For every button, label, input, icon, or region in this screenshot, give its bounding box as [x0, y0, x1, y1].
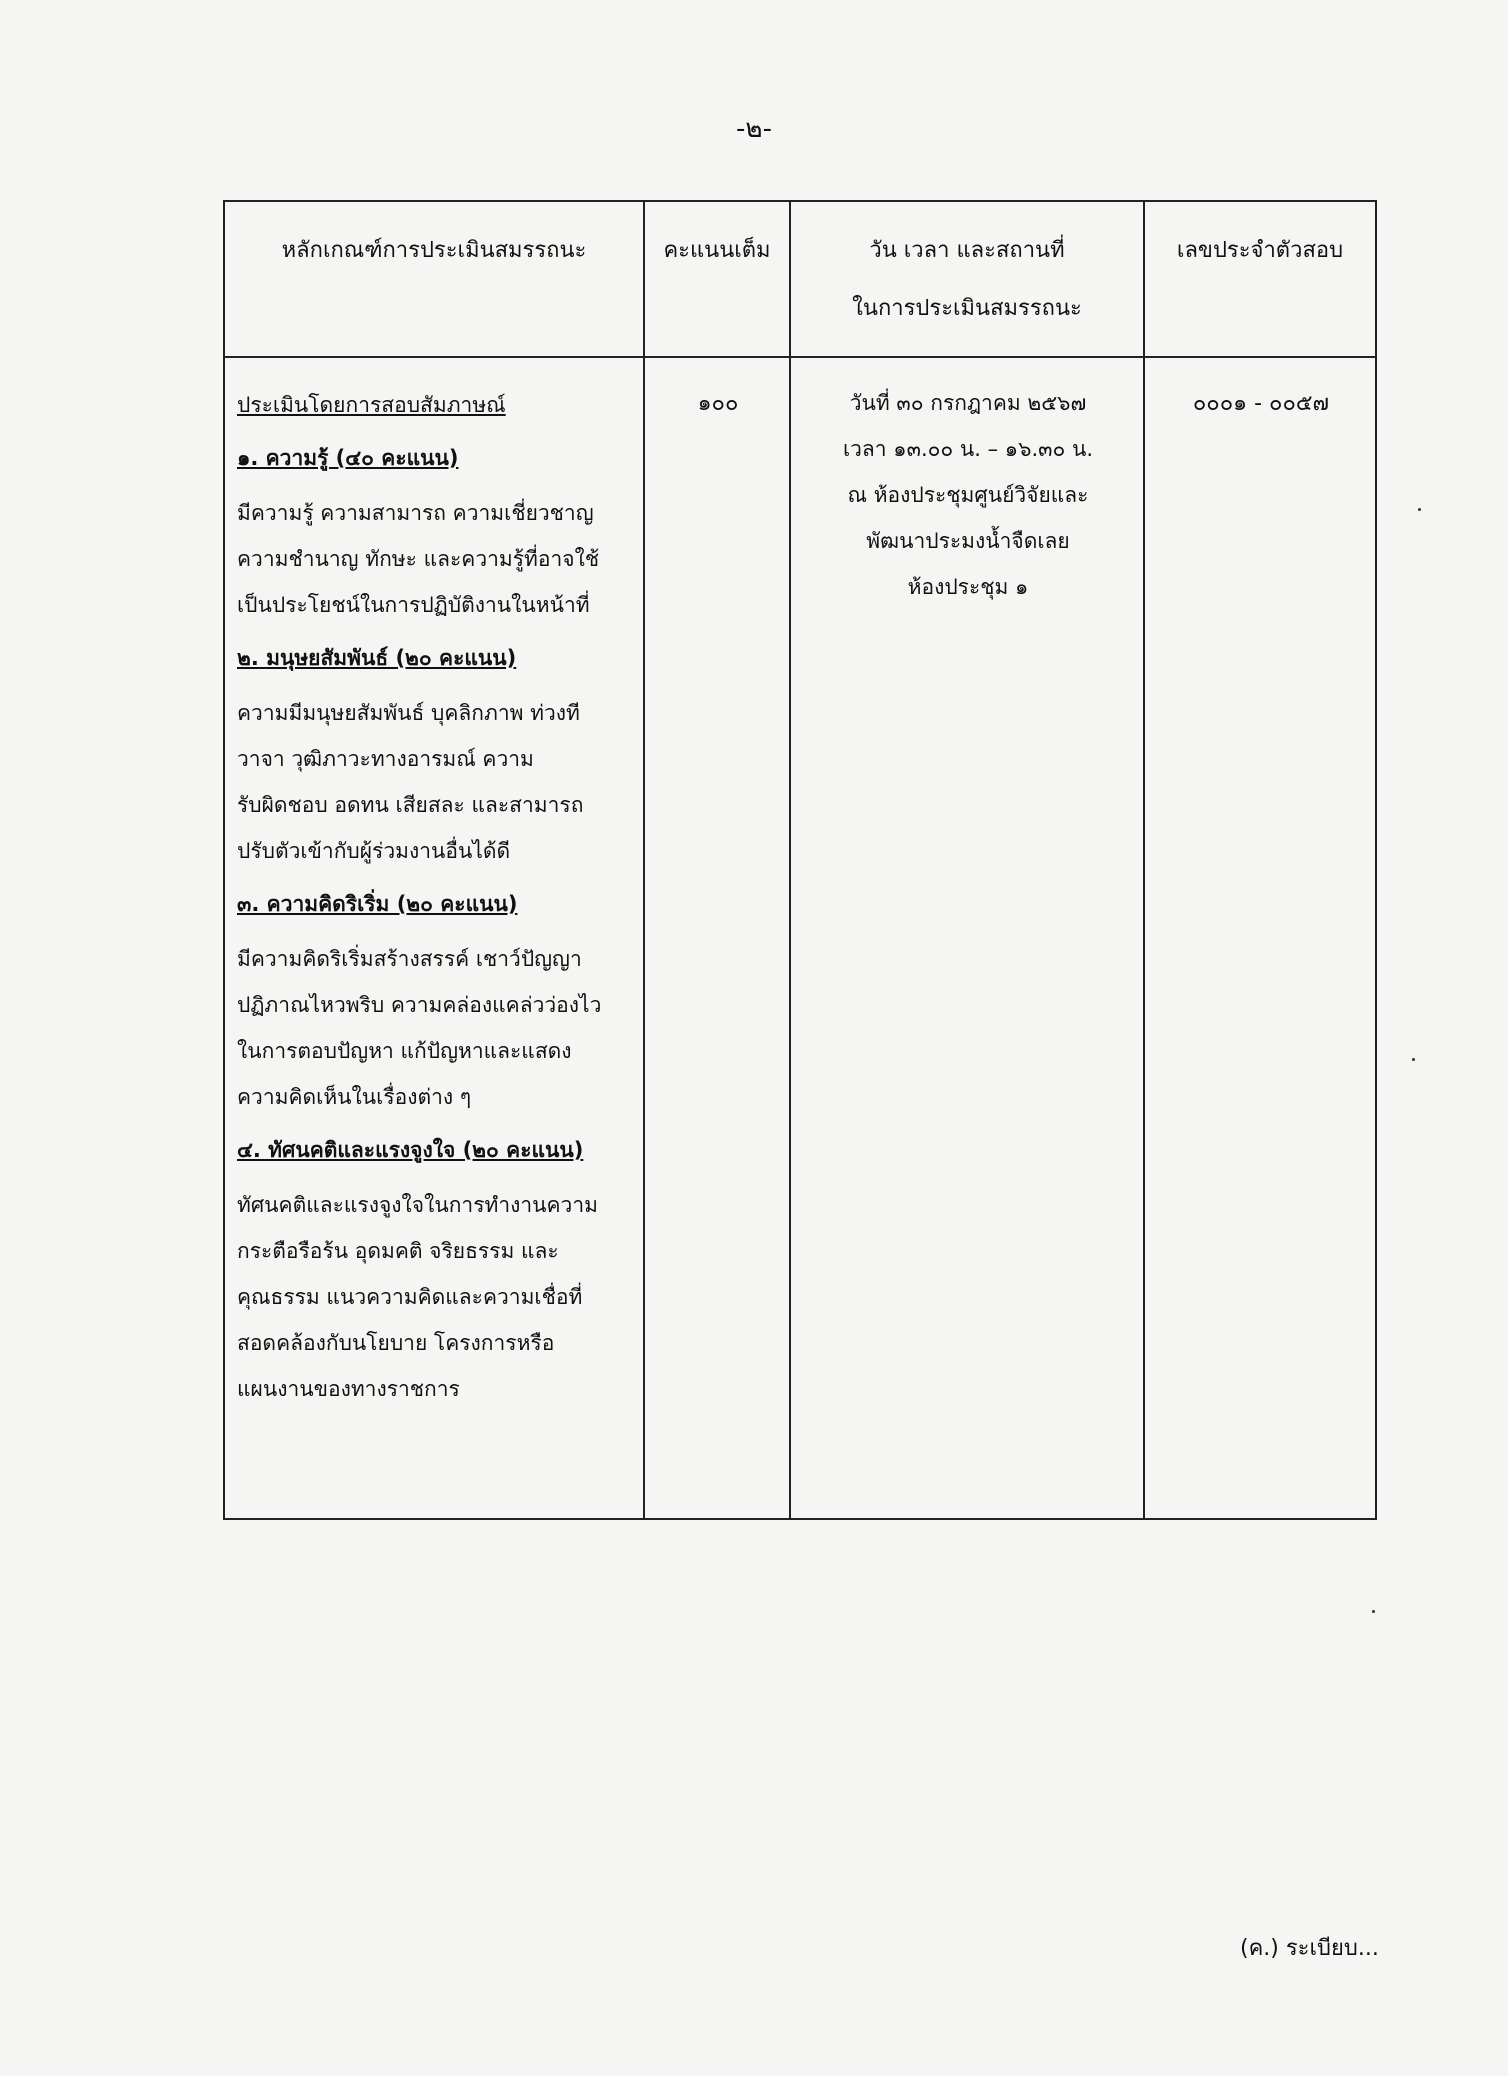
section-body-knowledge	[237, 490, 633, 628]
section-line: ความคิดเห็นในเรื่องต่าง ๆ	[237, 1085, 472, 1109]
header-seat-number-label: เลขประจำตัวสอบ	[1176, 238, 1344, 263]
header-criteria-label: หลักเกณฑ์การประเมินสมรรถนะ	[281, 238, 587, 263]
section-line: ในการตอบปัญหา แก้ปัญหาและแสดง	[237, 1039, 572, 1063]
section-body-attitude	[237, 1182, 633, 1412]
scan-speck	[1418, 508, 1421, 511]
exam-place-line1: ณ ห้องประชุมศูนย์วิจัยและ	[847, 483, 1089, 507]
section-line: แผนงานของทางราชการ	[237, 1377, 460, 1401]
section-line: ความมีมนุษยสัมพันธ์ บุคลิกภาพ ท่วงที	[237, 701, 580, 725]
section-body-human-relations	[237, 690, 633, 874]
section-line: ปฏิภาณไหวพริบ ความคล่องแคล่วว่องไว	[237, 993, 602, 1017]
section-heading-human-relations: ๒. มนุษยสัมพันธ์ (๒๐ คะแนน)	[237, 646, 517, 670]
exam-room: ห้องประชุม ๑	[907, 575, 1029, 599]
datetime-place-cell	[790, 357, 1144, 1519]
header-datetime-place	[790, 201, 1144, 357]
seat-number-range: ๐๐๐๑ - ๐๐๕๗	[1192, 391, 1330, 416]
header-datetime-line1: วัน เวลา และสถานที่	[869, 238, 1065, 263]
exam-time: เวลา ๑๓.๐๐ น. – ๑๖.๓๐ น.	[842, 437, 1094, 461]
full-score-value: ๑๐๐	[697, 391, 739, 416]
header-criteria	[224, 201, 644, 357]
page-number: -๒-	[736, 114, 772, 144]
section-line: วาจา วุฒิภาวะทางอารมณ์ ความ	[237, 747, 534, 771]
section-line: เป็นประโยชน์ในการปฏิบัติงานในหน้าที่	[237, 593, 590, 617]
section-line: มีความคิดริเริ่มสร้างสรรค์ เชาว์ปัญญา	[237, 947, 582, 971]
section-heading-initiative: ๓. ความคิดริเริ่ม (๒๐ คะแนน)	[237, 892, 518, 916]
section-line: คุณธรรม แนวความคิดและความเชื่อที่	[237, 1285, 583, 1309]
section-line: ทัศนคติและแรงจูงใจในการทำงานความ	[237, 1193, 598, 1217]
scan-speck	[1412, 1058, 1415, 1061]
section-line: กระตือรือร้น อุดมคติ จริยธรรม และ	[237, 1239, 559, 1263]
scan-speck	[1372, 1610, 1375, 1613]
section-line: ปรับตัวเข้ากับผู้ร่วมงานอื่นได้ดี	[237, 839, 511, 863]
table-row	[224, 357, 1376, 1519]
criteria-cell	[224, 357, 644, 1519]
table-header-row	[224, 201, 1376, 357]
section-body-initiative	[237, 936, 633, 1120]
exam-date: วันที่ ๓๐ กรกฎาคม ๒๕๖๗	[849, 391, 1087, 415]
continuation-footer: (ค.) ระเบียบ...	[1240, 1936, 1379, 1961]
section-line: รับผิดชอบ อดทน เสียสละ และสามารถ	[237, 793, 584, 817]
section-heading-knowledge: ๑. ความรู้ (๔๐ คะแนน)	[237, 446, 459, 470]
section-line: สอดคล้องกับนโยบาย โครงการหรือ	[237, 1331, 555, 1355]
exam-place-line2: พัฒนาประมงน้ำจืดเลย	[866, 529, 1070, 553]
header-full-score-label: คะแนนเต็ม	[663, 238, 771, 263]
assessment-criteria-table	[223, 200, 1377, 1520]
method-title: ประเมินโดยการสอบสัมภาษณ์	[237, 393, 506, 417]
header-datetime-line2: ในการประเมินสมรรถนะ	[852, 296, 1082, 321]
header-seat-number	[1144, 201, 1376, 357]
section-line: มีความรู้ ความสามารถ ความเชี่ยวชาญ	[237, 501, 594, 525]
full-score-cell	[644, 357, 790, 1519]
header-full-score	[644, 201, 790, 357]
seat-number-cell	[1144, 357, 1376, 1519]
section-line: ความชำนาญ ทักษะ และความรู้ที่อาจใช้	[237, 547, 600, 571]
section-heading-attitude: ๔. ทัศนคติและแรงจูงใจ (๒๐ คะแนน)	[237, 1138, 584, 1162]
